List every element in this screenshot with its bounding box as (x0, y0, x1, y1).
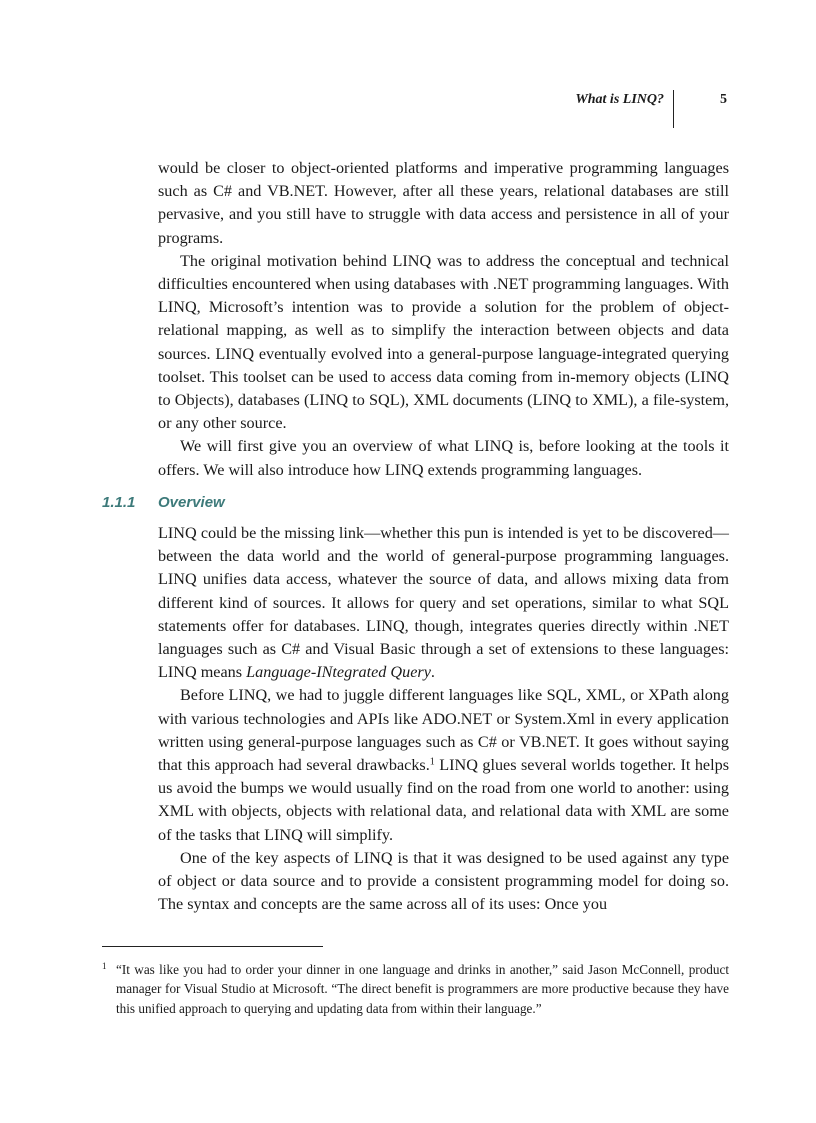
footnote (102, 960, 729, 1018)
section-title: Overview (158, 494, 225, 511)
page-number: 5 (720, 92, 727, 107)
footnote-text: “It was like you had to order your dinner in one language and drinks in another,” said Jason McConnell, product manager for Visual Studio at Microsoft. “The direct benefit is programmers are more productive because they have this unified approach to querying and updating data from within their language.” (116, 962, 729, 1016)
intro-text (158, 157, 729, 482)
running-title: What is LINQ? (575, 92, 664, 107)
overview-paragraph-2-text: Before LINQ, we had to juggle different languages like SQL, XML, or XPath along with various technologies and APIs like ADO.NET or System.Xml in every application written using general-purpose languages such as C# or VB.NET. It goes without saying that this approach had several drawbacks. (158, 686, 729, 775)
intro-paragraph-3: We will first give you an overview of what LINQ is, before looking at the tools it offers. We will also introduce how LINQ extends programming languages. (158, 437, 729, 479)
intro-paragraph-2: The original motivation behind LINQ was to address the conceptual and technical difficulties encountered when using databases with .NET programming languages. With LINQ, Microsoft’s intention was to provide a solution for the problem of object-relational mapping, as well as to simplify the interaction between objects and data sources. LINQ eventually evolved into a general-purpose language-integrated querying toolset. This toolset can be used to access data coming from in-memory objects (LINQ to Objects), databases (LINQ to SQL), XML documents (LINQ to XML), a file-system, or any other source. (158, 251, 729, 433)
footnote-mark: 1 (102, 961, 107, 971)
running-header (0, 90, 816, 130)
overview-paragraph-2 (158, 684, 729, 846)
section-number: 1.1.1 (102, 494, 136, 511)
overview-paragraph-1 (158, 522, 729, 684)
overview-paragraph-1-italic: Language-INtegrated Query (246, 663, 431, 682)
footnote-reference[interactable]: 1 (429, 756, 435, 768)
overview-paragraph-2-rest: LINQ glues several worlds together. It helps us avoid the bumps we would usually find on the road from one world to another: using XML with objects, objects with relational data, and relational data with XML are some of the tasks that LINQ will simplify. (158, 756, 729, 844)
overview-paragraph-1-text: LINQ could be the missing link—whether this pun is intended is yet to be discovered—between the data world and the world of general-purpose programming languages. LINQ unifies data access, whatever the source of data, and allows mixing data from different kind of sources. It allows for query and set operations, similar to what SQL statements offer for databases. LINQ, though, integrates queries directly within .NET languages such as C# and Visual Basic through a set of extensions to these languages: LINQ means (158, 524, 729, 682)
overview-paragraph-1-end: . (430, 663, 435, 682)
section-heading (102, 494, 225, 511)
overview-text (158, 522, 729, 916)
header-divider (673, 90, 674, 128)
intro-paragraph-1: would be closer to object-oriented platforms and imperative programming languages such as C# and VB.NET. However, after all these years, relational databases are still pervasive, and you still have to struggle with data access and persistence in all of your programs. (158, 159, 729, 247)
overview-paragraph-3: One of the key aspects of LINQ is that it was designed to be used against any type of object or data source and to provide a consistent programming model for doing so. The syntax and concepts are the same across all of its uses: Once you (158, 848, 729, 914)
footnote-divider (102, 946, 323, 947)
